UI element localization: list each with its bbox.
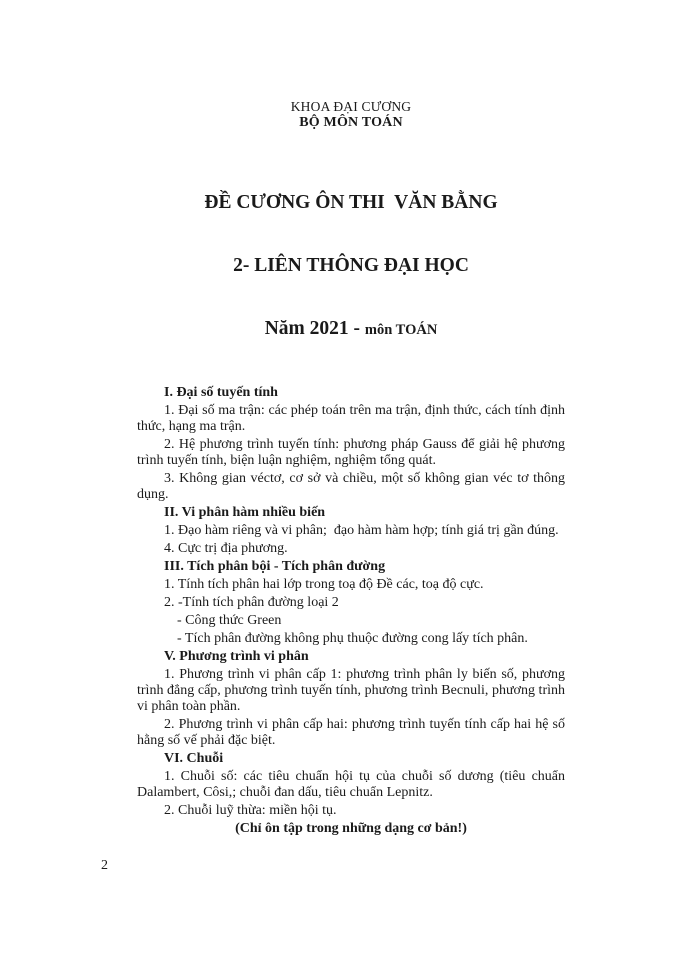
outline-item: 3. Không gian véctơ, cơ sở và chiều, một số không gian véc tơ thông dụng.: [137, 471, 569, 502]
outline-item: 2. Hệ phương trình tuyến tính: phương pháp Gauss để giải hệ phương trình tuyến tính, biện luận nghiệm, nghiệm tổng quát.: [137, 437, 569, 468]
document-title-line1: ĐỀ CƯƠNG ÔN THI VĂN BẰNG: [204, 192, 498, 213]
page-number: 2: [101, 858, 108, 873]
outline-item: 1. Tính tích phân hai lớp trong toạ độ Đề các, toạ độ cực.: [164, 577, 484, 592]
outline-item: 2. Phương trình vi phân cấp hai: phương trình tuyến tính cấp hai hệ số hằng số vế phải đặc biệt.: [137, 717, 569, 748]
document-content: [137, 99, 569, 837]
closing-note: (Chỉ ôn tập trong những dạng cơ bản!): [235, 821, 467, 836]
section-heading: I. Đại số tuyến tính: [164, 385, 278, 400]
org-header: [137, 99, 565, 131]
document-title-line2: 2- LIÊN THÔNG ĐẠI HỌC: [233, 255, 469, 276]
outline-subitem: - Công thức Green: [177, 613, 282, 628]
outline-item: 1. Phương trình vi phân cấp 1: phương trình phân ly biến số, phương trình đẳng cấp, phương trình tuyến tính, phương trình Becnuli, phương trình vi phân toàn phần.: [137, 667, 569, 714]
section-heading: V. Phương trình vi phân: [164, 649, 309, 664]
subtitle-year: Năm 2021 -: [264, 318, 365, 339]
outline-item: 2. Chuỗi luỹ thừa: miền hội tụ.: [164, 803, 337, 818]
section-heading: VI. Chuỗi: [164, 751, 224, 766]
faculty-name: KHOA ĐẠI CƯƠNG: [290, 99, 412, 114]
subtitle-subject: môn TOÁN: [364, 322, 438, 338]
outline-item: 2. -Tính tích phân đường loại 2: [164, 595, 339, 610]
document-subtitle: [137, 318, 565, 341]
outline-item: 1. Đại số ma trận: các phép toán trên ma trận, định thức, cách tính định thức, hạng ma trận.: [137, 403, 569, 434]
outline-item: 4. Cực trị địa phương.: [164, 541, 288, 556]
division-name: BỘ MÔN TOÁN: [299, 115, 403, 130]
document-title: [137, 150, 565, 383]
outline-item: 1. Đạo hàm riêng và vi phân; đạo hàm hàm hợp; tính giá trị gần đúng.: [164, 523, 559, 538]
outline-sections: [137, 385, 569, 819]
section-heading: II. Vi phân hàm nhiều biến: [164, 505, 326, 520]
outline-subitem: - Tích phân đường không phụ thuộc đường cong lấy tích phân.: [177, 631, 528, 646]
outline-item: 1. Chuỗi số: các tiêu chuẩn hội tụ của chuỗi số dương (tiêu chuẩn Dalambert, Côsi,; chuỗi đan dấu, tiêu chuẩn Lepnitz.: [137, 769, 569, 800]
section-heading: III. Tích phân bội - Tích phân đường: [164, 559, 386, 574]
